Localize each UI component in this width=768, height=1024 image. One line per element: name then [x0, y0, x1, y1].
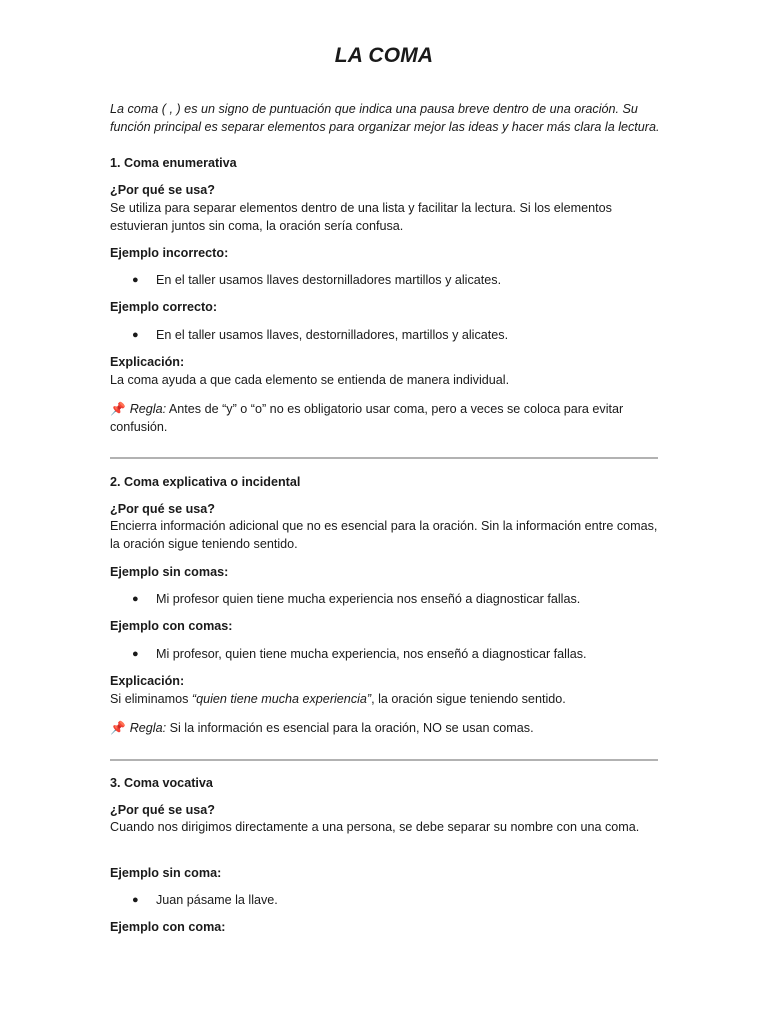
section-3-wrong-item-text: Juan pásame la llave. — [156, 893, 278, 907]
section-2-why-label: ¿Por qué se usa? — [110, 502, 215, 516]
section-1-heading: 1. Coma enumerativa — [110, 156, 237, 170]
section-divider — [110, 759, 658, 761]
section-3-why-text: Cuando nos dirigimos directamente a una persona, se debe separar su nombre con una coma. — [110, 820, 640, 834]
section-2-heading: 2. Coma explicativa o incidental — [110, 475, 301, 489]
section-2-wrong-item-text: Mi profesor quien tiene mucha experiencia nos enseñó a diagnosticar fallas. — [156, 592, 581, 606]
bullet-icon: ● — [132, 648, 139, 660]
section-1-rule-label: Regla: — [129, 402, 167, 416]
section-1-rule — [110, 400, 660, 436]
section-3-heading: 3. Coma vocativa — [110, 776, 213, 790]
section-1-right-item-text: En el taller usamos llaves, destornilladores, martillos y alicates. — [156, 328, 509, 342]
section-2-explanation-text — [110, 690, 660, 708]
intro-paragraph: La coma ( , ) es un signo de puntuación que indica una pausa breve dentro de una oración. Su función principal es separar elementos para organizar mejor las ideas y hacer más clara la lectura. — [110, 102, 660, 134]
pushpin-icon: 📌 — [110, 402, 126, 416]
section-1-wrong-label: Ejemplo incorrecto: — [110, 246, 229, 260]
section-2-rule-label: Regla: — [129, 721, 167, 735]
section-1-right-label: Ejemplo correcto: — [110, 300, 218, 314]
section-2-right-item-text: Mi profesor, quien tiene mucha experiencia, nos enseñó a diagnosticar fallas. — [156, 647, 587, 661]
section-1-explanation-text: La coma ayuda a que cada elemento se entienda de manera individual. — [110, 373, 510, 387]
bullet-icon: ● — [132, 593, 139, 605]
bullet-icon: ● — [132, 894, 139, 906]
pushpin-icon: 📌 — [110, 721, 126, 735]
page-title: LA COMA — [334, 44, 434, 67]
section-2-why-text: Encierra información adicional que no es esencial para la oración. Sin la información entre comas, la oración sigue teniendo sentido. — [110, 519, 658, 551]
section-2-rule-text: Si la información es esencial para la oración, NO se usan comas. — [166, 721, 534, 735]
section-1-why-text: Se utiliza para separar elementos dentro de una lista y facilitar la lectura. Si los elementos estuvieran juntos sin coma, la oración sería confusa. — [110, 201, 612, 233]
section-1-why-label: ¿Por qué se usa? — [110, 183, 215, 197]
section-3-why-label: ¿Por qué se usa? — [110, 803, 215, 817]
section-2-explanation-post: , la oración sigue teniendo sentido. — [371, 692, 566, 706]
section-1-rule-text: Antes de “y” o “o” no es obligatorio usar coma, pero a veces se coloca para evitar confusión. — [110, 402, 624, 434]
section-divider — [110, 457, 658, 459]
section-2-explanation-quote: “quien tiene mucha experiencia” — [191, 692, 372, 706]
section-2-explanation-label: Explicación: — [110, 674, 185, 688]
section-2-rule — [110, 719, 660, 737]
section-3-right-label: Ejemplo con coma: — [110, 920, 226, 934]
bullet-icon: ● — [132, 329, 139, 341]
section-2-right-label: Ejemplo con comas: — [110, 619, 233, 633]
bullet-icon: ● — [132, 274, 139, 286]
section-1-explanation-label: Explicación: — [110, 355, 185, 369]
section-1-wrong-item-text: En el taller usamos llaves destornilladores martillos y alicates. — [156, 273, 502, 287]
section-2-explanation-pre: Si eliminamos — [110, 692, 192, 706]
section-2-wrong-label: Ejemplo sin comas: — [110, 565, 229, 579]
section-3-wrong-label: Ejemplo sin coma: — [110, 866, 222, 880]
